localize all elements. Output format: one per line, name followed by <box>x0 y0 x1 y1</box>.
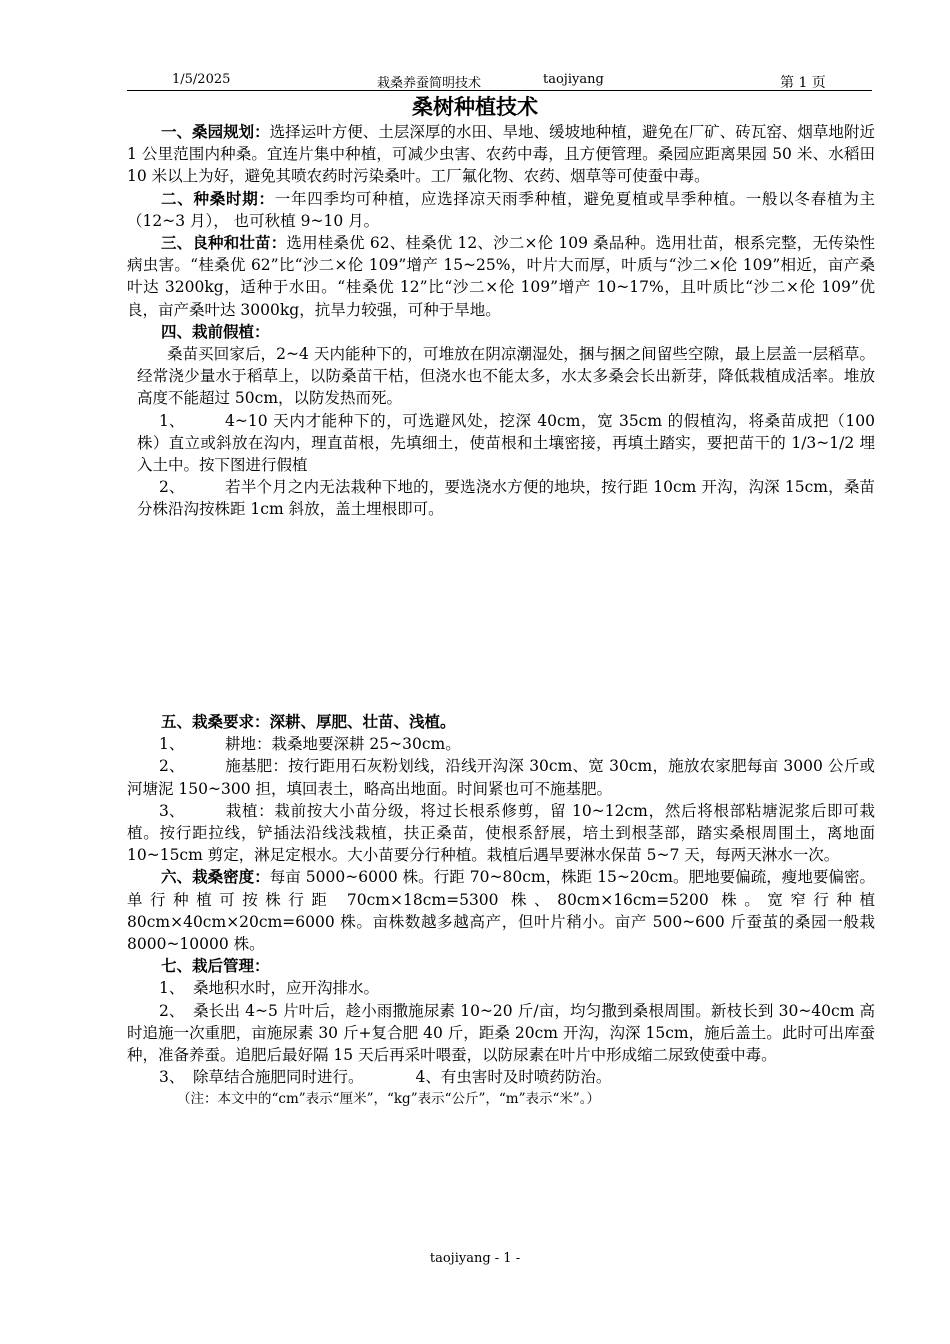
content-bottom <box>127 711 875 1111</box>
list-item <box>127 476 875 520</box>
list-item <box>127 1000 875 1067</box>
item-text: 桑地积水时，应开沟排水。 <box>193 979 380 998</box>
item-text: 4、有虫害时及时喷药防治。 <box>415 1068 612 1087</box>
section-heel-in-heading <box>127 321 875 343</box>
section-heading: 四、栽前假植： <box>161 322 270 341</box>
header-page-number: 第 1 页 <box>780 75 826 91</box>
list-item <box>127 733 875 755</box>
section-planning <box>127 121 875 188</box>
list-item <box>127 1066 875 1088</box>
section-text: 选择运叶方便、土层深厚的水田、旱地、缓坡地种植，避免在厂矿、砖瓦窑、烟草地附近 1 公里范围内种桑。宜连片集中种植，可减少虫害、农药中毒，且方便管理。桑园应距离果园 50 米、水稻田 10 米以上为好，避免其喷农药时污染桑叶。工厂氟化物、农药、烟草等可使蚕中毒。 <box>127 123 875 186</box>
section-timing <box>127 188 875 232</box>
item-text: 施基肥：按行距用石灰粉划线，沿线开沟深 30cm、宽 30cm，施放农家肥每亩 3000 公斤或河塘泥 150~300 担，填回表土，略高出地面。时间紧也可不施基肥。 <box>127 757 875 798</box>
section-heading: 二、种桑时期： <box>161 189 275 208</box>
footnote: （注：本文中的“cm”表示“厘米”，“kg”表示“公斤”，“m”表示“米”。） <box>177 1091 601 1108</box>
section-heading: 六、栽桑密度： <box>161 868 270 887</box>
section-density <box>127 866 875 955</box>
item-text: 耕地：栽桑地要深耕 25~30cm。 <box>225 735 461 754</box>
item-number: 3、 <box>159 1068 185 1087</box>
header-date: 1/5/2025 <box>172 72 231 87</box>
list-item <box>127 800 875 867</box>
section-heading: 三、良种和壮苗： <box>161 234 287 253</box>
page-footer: taojiyang - 1 - <box>429 1251 521 1266</box>
section-text: 一年四季均可种植，应选择凉天雨季种植，避免夏植或旱季种植。一般以冬春植为主（12~3 月）， 也可秋植 9~10 月。 <box>127 189 875 230</box>
item-number: 2、 <box>159 1001 185 1020</box>
header-doc-title: 栽桑养蚕简明技术 <box>377 76 482 91</box>
header-author: taojiyang <box>543 72 604 87</box>
list-item <box>127 755 875 799</box>
item-number: 2、 <box>159 757 185 776</box>
item-text: 桑长出 4~5 片叶后，趁小雨撒施尿素 10~20 斤/亩，均匀撒到桑根周围。新枝长到 30~40cm 高时追施一次重肥，亩施尿素 30 斤+复合肥 40 斤，距桑 20cm 开沟，沟深 15cm，施后盖土。此时可出库蚕种，准备养蚕。追肥后最好隔 15 天后再采叶喂蚕，以防尿素在叶片中形成缩二尿致使蚕中毒。 <box>127 1001 875 1065</box>
section-aftercare-heading <box>127 955 875 977</box>
item-number: 3、 <box>159 801 185 820</box>
item-number: 1、 <box>159 735 185 754</box>
page-title: 桑树种植技术 <box>412 95 538 119</box>
item-text: 栽植：栽前按大小苗分级，将过长根系修剪，留 10~12cm，然后将根部粘塘泥浆后即可栽植。按行距拉线，铲插法沿线浅栽植，扶正桑苗，使根系舒展，培土到根茎部，踏实桑根周围土，离地面 10~15cm 剪定，淋足定根水。大小苗要分行种植。栽植后遇旱要淋水保苗 5~7 天，每两天淋水一次。 <box>127 801 875 865</box>
page-header <box>127 70 872 91</box>
item-text: 除草结合施肥同时进行。 <box>193 1068 364 1087</box>
item-number: 1、 <box>159 979 185 998</box>
section-seedlings <box>127 232 875 321</box>
item-number: 1、 <box>159 411 185 430</box>
item-text: 若半个月之内无法栽种下地的，要选浇水方便的地块，按行距 10cm 开沟，沟深 15cm，桑苗分株沿沟按株距 1cm 斜放，盖土埋根即可。 <box>137 478 875 519</box>
item-text: 4~10 天内才能种下的，可选避风处，挖深 40cm，宽 35cm 的假植沟，将桑苗成把（100 株）直立或斜放在沟内，理直苗根，先填细土，使苗根和土壤密接，再填土踏实，要把苗干的 1/3~1/2 埋入土中。按下图进行假植 <box>137 411 875 475</box>
item-number: 2、 <box>159 478 185 497</box>
section-planting-requirements <box>127 711 875 733</box>
section-heel-in-intro: 桑苗买回家后，2~4 天内能种下的，可堆放在阴凉潮湿处，捆与捆之间留些空隙，最上层盖一层稻草。经常浇少量水于稻草上，以防桑苗干枯，但浇水也不能太多，水太多桑会长出新芽，降低栽植成活率。堆放高度不能超过 50cm，以防发热而死。 <box>137 345 875 408</box>
list-item <box>127 410 875 477</box>
section-heading: 五、栽桑要求：深耕、厚肥、壮苗、浅植。 <box>161 713 456 731</box>
content-top <box>127 121 875 521</box>
section-text: 每亩 5000~6000 株。行距 70~80cm，株距 15~20cm。肥地要偏疏，瘦地要偏密。单行种植可按株行距 70cm×18cm=5300 株、80cm×16cm=5200 株。宽窄行种植 80cm×40cm×20cm=6000 株。亩株数越多越高产，但叶片稍小。亩产 500~600 斤蚕茧的桑园一般栽 8000~10000 株。 <box>127 868 875 954</box>
section-heading: 一、桑园规划： <box>161 123 270 141</box>
section-heading: 七、栽后管理： <box>161 957 270 976</box>
section-text: 选用桂桑优 62、桂桑优 12、沙二×伦 109 桑品种。选用壮苗，根系完整，无传染性病虫害。“桂桑优 62”比“沙二×伦 109”增产 15~25%，叶片大而厚，叶质与“沙二×伦 109”相近，亩产桑叶达 3200kg，适种于水田。“桂桑优 12”比“沙二×伦 109”增产 10~17%，且叶质比“沙二×伦 109”优良，亩产桑叶达 3000kg，抗旱力较强，可种于旱地。 <box>127 234 875 319</box>
list-item <box>127 977 875 999</box>
